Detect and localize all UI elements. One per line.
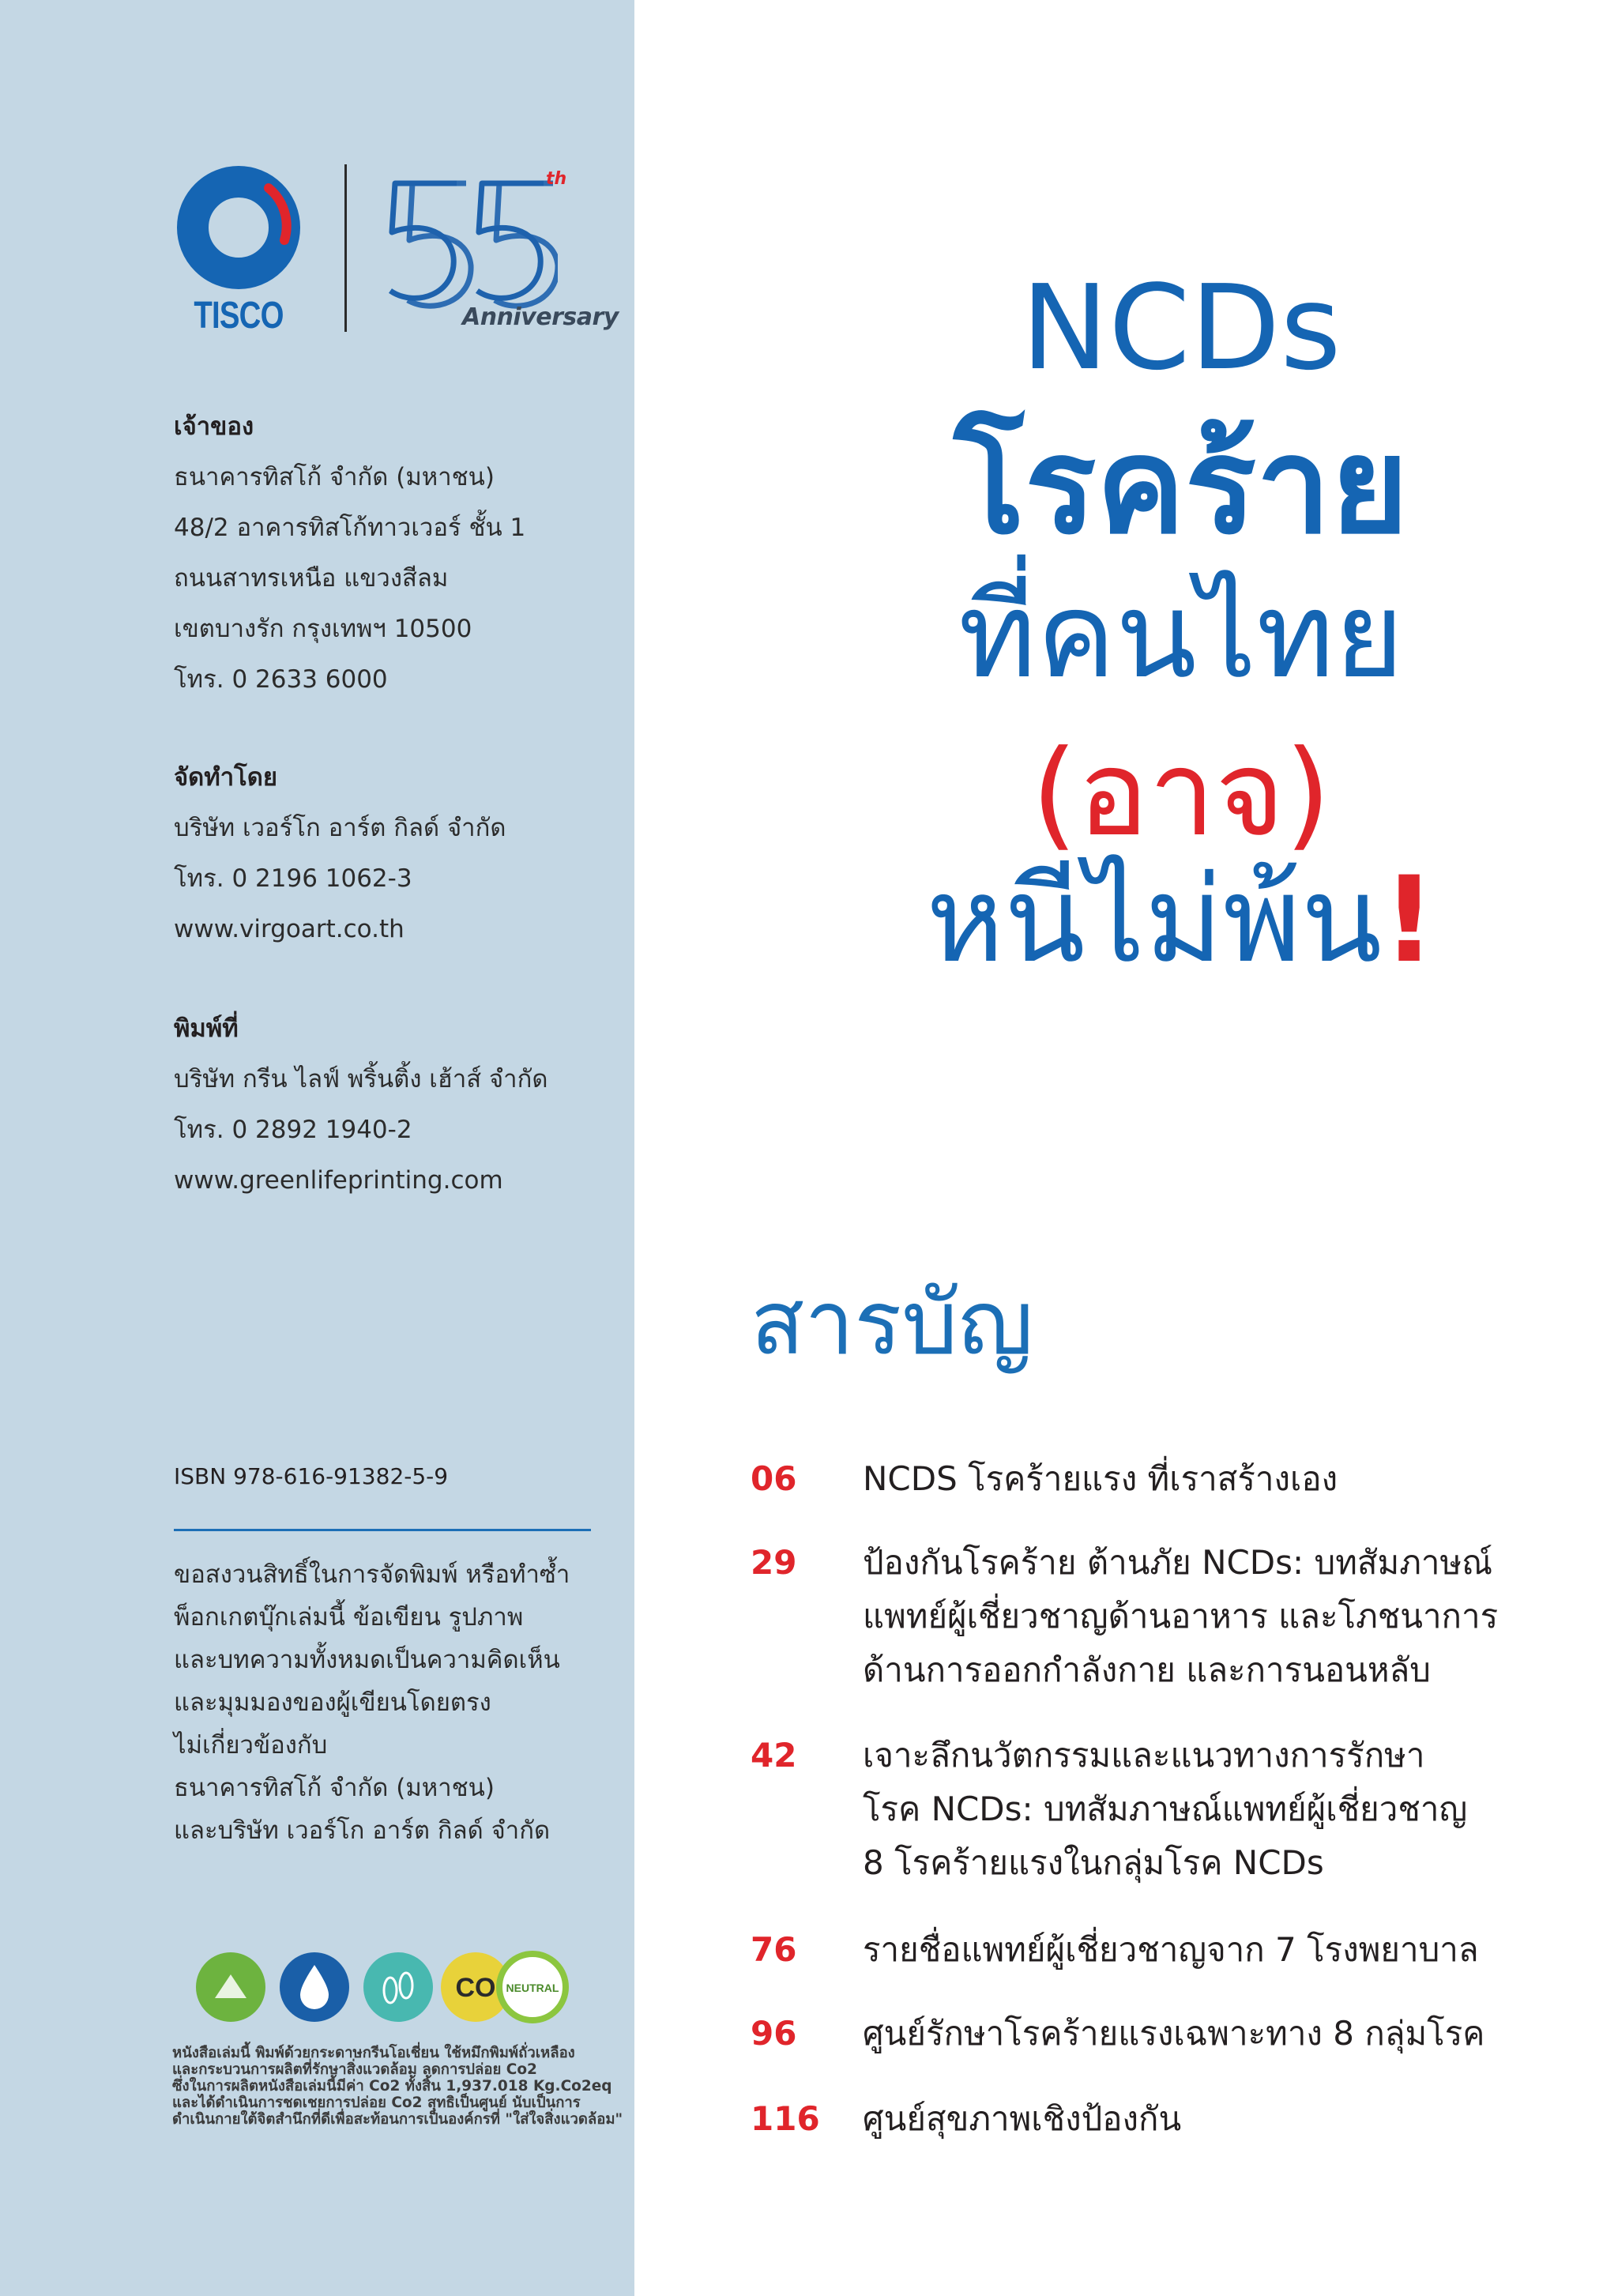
disclaimer-line: ธนาคารทิสโก้ จำกัด (มหาชน) xyxy=(174,1774,495,1802)
toc-heading: สารบัญ xyxy=(751,1272,1033,1375)
title-line-disease: โรคร้าย xyxy=(954,408,1409,563)
neutral-icon xyxy=(499,1954,566,2020)
printer-block xyxy=(174,1003,547,1206)
owner-phone: โทร. 0 2633 6000 xyxy=(174,665,388,694)
eco-note-line: ดำเนินกายใต้จิตสำนึกที่ดีเพื่อสะท้อนการเป็นองค์กรที่ "ใส่ใจสิ่งแวดล้อม" xyxy=(172,2111,623,2128)
toc-page-number: 96 xyxy=(751,2014,797,2053)
svg-text:CO: CO xyxy=(455,1973,496,2003)
tisco-logo-icon xyxy=(175,164,302,291)
disclaimer-line: และบทความทั้งหมดเป็นความคิดเห็น xyxy=(174,1646,560,1674)
owner-line: ธนาคารทิสโก้ จำกัด (มหาชน) xyxy=(174,463,495,491)
eco-print-note xyxy=(172,2045,623,2128)
toc-entry-line: ป้องกันโรคร้าย ต้านภัย NCDs: บทสัมภาษณ์ xyxy=(863,1543,1493,1582)
disclaimer-line: ไม่เกี่ยวข้องกับ xyxy=(174,1731,328,1760)
producer-heading: จัดทำโดย xyxy=(174,763,278,792)
printer-heading: พิมพ์ที่ xyxy=(174,1014,239,1043)
producer-line: บริษัท เวอร์โก อาร์ต กิลด์ จำกัด xyxy=(174,814,506,842)
toc-entry-title xyxy=(863,2092,1181,2146)
owner-heading: เจ้าของ xyxy=(174,412,254,441)
footprint-icon xyxy=(363,1952,433,2022)
toc-page-number: 06 xyxy=(751,1459,797,1498)
isbn: ISBN 978-616-91382-5-9 xyxy=(174,1463,449,1489)
title-line-thai-people: ที่คนไทย xyxy=(958,567,1404,705)
isbn-divider xyxy=(174,1529,591,1531)
toc-page-number: 116 xyxy=(751,2099,820,2138)
copyright-disclaimer xyxy=(174,1553,570,1852)
toc-entry-line: 8 โรคร้ายแรงในกลุ่มโรค NCDs xyxy=(863,1843,1324,1882)
toc-entry-title xyxy=(863,1452,1338,1506)
eco-note-line: และได้ดำเนินการชดเชยการปล่อย Co2 สุทธิเป็นศูนย์ นับเป็นการ xyxy=(172,2095,581,2111)
disclaimer-line: ขอสงวนสิทธิ์ในการจัดพิมพ์ หรือทำซ้ำ xyxy=(174,1560,570,1589)
toc-entry-line: เจาะลึกนวัตกรรมและแนวทางการรักษา xyxy=(863,1736,1425,1775)
anniversary-label: Anniversary xyxy=(462,303,619,331)
printer-line: บริษัท กรีน ไลฟ์ พริ้นติ้ง เฮ้าส์ จำกัด xyxy=(174,1065,548,1093)
eco-note-line: หนังสือเล่มนี้ พิมพ์ด้วยกระดาษกรีนโอเชี่ยน ใช้หมึกพิมพ์ถั่วเหลือง xyxy=(172,2045,575,2061)
owner-line: เขตบางรัก กรุงเทพฯ 10500 xyxy=(174,615,472,643)
disclaimer-line: พ็อกเกตบุ๊กเล่มนี้ ข้อเขียน รูปภาพ xyxy=(174,1603,524,1632)
owner-block xyxy=(174,401,525,705)
toc-entry-line: NCDS โรคร้ายแรง ที่เราสร้างเอง xyxy=(863,1459,1338,1498)
toc-page-number: 76 xyxy=(751,1930,797,1969)
toc-entry-line: ด้านการออกกำลังกาย และการนอนหลับ xyxy=(863,1650,1431,1689)
anniversary-suffix: th xyxy=(546,169,567,189)
toc-page-number: 42 xyxy=(751,1736,797,1775)
printer-website: www.greenlifeprinting.com xyxy=(174,1166,503,1195)
toc-entry-title xyxy=(863,1536,1498,1697)
eco-badges xyxy=(194,1948,574,2034)
svg-text:NEUTRAL: NEUTRAL xyxy=(506,1982,559,1994)
title-line-maybe: (อาจ) xyxy=(1031,725,1331,863)
toc-entry-line: ศูนย์สุขภาพเชิงป้องกัน xyxy=(863,2099,1182,2138)
producer-phone: โทร. 0 2196 1062-3 xyxy=(174,864,412,893)
logo-divider xyxy=(344,164,347,332)
brand-name: TISCO xyxy=(194,295,284,337)
title-line-ncds: NCDs xyxy=(1021,260,1341,396)
title-line5-text: หนีไม่พ้น xyxy=(926,852,1383,989)
eco-note-line: ซึ่งในการผลิตหนังสือเล่มนี้มีค่า Co2 ทั้งสิ้น 1,937.018 Kg.Co2eq xyxy=(172,2078,612,2095)
yessoy-ink-icon xyxy=(280,1952,349,2022)
green-ocean-icon xyxy=(196,1952,265,2022)
exclamation-mark: ! xyxy=(1382,852,1436,989)
owner-line: 48/2 อาคารทิสโก้ทาวเวอร์ ชั้น 1 xyxy=(174,514,526,542)
toc-page-number: 29 xyxy=(751,1543,797,1582)
producer-website: www.virgoart.co.th xyxy=(174,915,404,943)
disclaimer-line: และบริษัท เวอร์โก อาร์ต กิลด์ จำกัด xyxy=(174,1816,551,1845)
owner-line: ถนนสาทรเหนือ แขวงสีลม xyxy=(174,564,449,593)
disclaimer-line: และมุมมองของผู้เขียนโดยตรง xyxy=(174,1688,491,1717)
toc-entry-line: แพทย์ผู้เชี่ยวชาญด้านอาหาร และโภชนาการ xyxy=(863,1597,1499,1635)
printer-phone: โทร. 0 2892 1940-2 xyxy=(174,1116,412,1144)
producer-block xyxy=(174,752,506,954)
eco-note-line: และกระบวนการผลิตที่รักษาสิ่งแวดล้อม ลดการปล่อย Co2 xyxy=(172,2061,537,2078)
toc-entry-line: รายชื่อแพทย์ผู้เชี่ยวชาญจาก 7 โรงพยาบาล xyxy=(863,1930,1479,1969)
toc-entry-line: ศูนย์รักษาโรคร้ายแรงเฉพาะทาง 8 กลุ่มโรค xyxy=(863,2014,1485,2053)
toc-entry-title xyxy=(863,1923,1479,1977)
toc-entry-line: โรค NCDs: บทสัมภาษณ์แพทย์ผู้เชี่ยวชาญ xyxy=(863,1790,1468,1828)
toc-entry-title xyxy=(863,2007,1484,2061)
toc-entry-title xyxy=(863,1729,1467,1890)
title-line-cannot-escape xyxy=(798,853,1564,988)
